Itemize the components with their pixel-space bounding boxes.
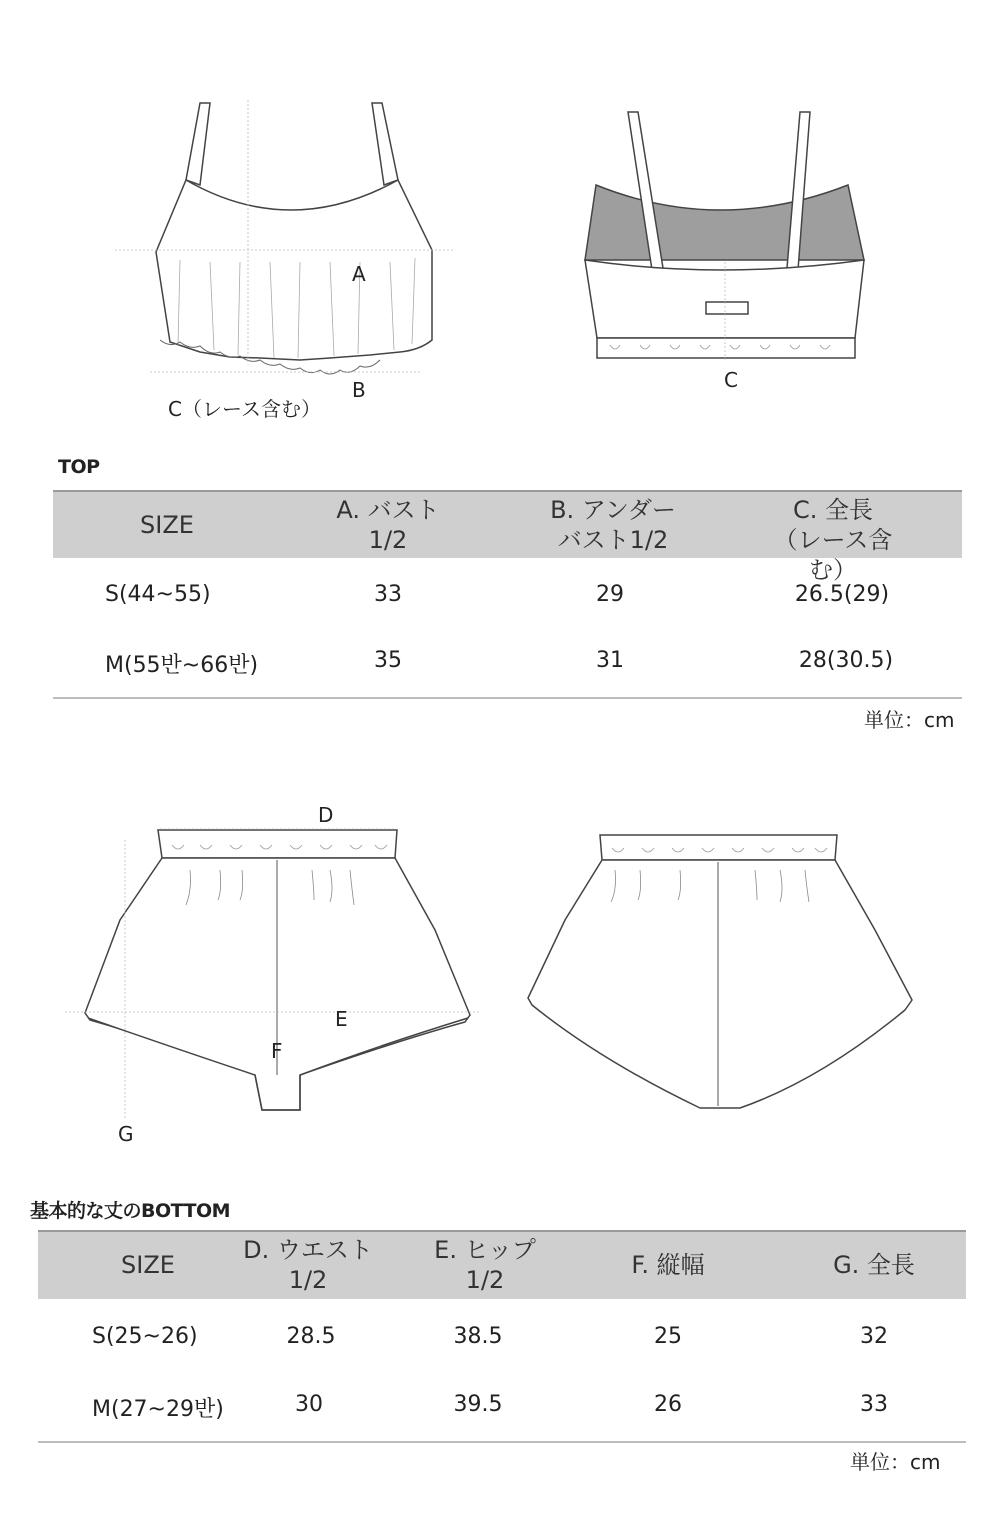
bottom-front-drawing [65,829,480,1120]
top-table-header [53,490,962,584]
top-header-bust: A. バスト 1/2 [336,496,440,554]
bottom-section-title: 基本的な丈のBOTTOM [30,1200,231,1222]
top-row-m-size: M(55반~66반) [105,653,259,678]
top-section-title: TOP [58,456,100,478]
top-row-s-size: S(44~55) [105,582,211,607]
top-row-s-length: 26.5(29) [794,582,890,607]
top-header-under-bust: B. アンダー バスト1/2 [550,496,676,554]
top-unit-note: 単位：cm [864,708,955,732]
bottom-unit-note: 単位：cm [850,1450,941,1474]
label-a: A [352,262,366,286]
label-c-front: C（レース含む） [168,397,321,421]
top-table-bottom-rule [53,697,962,699]
bottom-row-m-waist: 30 [295,1392,323,1417]
top-header-length: C. 全長 （レース含む） [773,496,893,584]
label-e: E [335,1007,348,1031]
bottom-header-length: G. 全長 [833,1251,915,1279]
top-row-m-bust: 35 [374,648,402,673]
bottom-back-drawing [528,835,912,1108]
top-row-m-under-bust: 31 [596,648,624,673]
bottom-row-m-length: 33 [860,1392,888,1417]
bottom-table-bottom-rule [38,1441,966,1443]
label-f: F [271,1039,283,1063]
bottom-header-size: SIZE [121,1251,175,1279]
top-row-s-bust: 33 [374,582,402,607]
bottom-header-waist: D. ウエスト 1/2 [243,1236,373,1294]
label-b: B [352,378,366,402]
bottom-row-m-hip: 39.5 [453,1392,503,1417]
bottom-row-m-rise: 26 [654,1392,682,1417]
bottom-row-s-size: S(25~26) [92,1324,198,1349]
top-header-size: SIZE [140,511,194,539]
label-g: G [118,1122,134,1146]
bottom-row-s-rise: 25 [654,1324,682,1349]
top-row-s-under-bust: 29 [596,582,624,607]
bottom-table-header [38,1230,966,1299]
top-row-m-length: 28(30.5) [798,648,894,673]
bottom-row-m-size: M(27~29반) [92,1397,224,1422]
label-c-back: C [724,368,738,392]
top-back-drawing [585,112,864,360]
bottom-row-s-hip: 38.5 [453,1324,503,1349]
bottom-header-hip: E. ヒップ 1/2 [434,1236,536,1294]
label-d: D [318,803,334,827]
bottom-header-rise: F. 縦幅 [631,1251,705,1279]
top-front-drawing [115,100,455,374]
bottom-row-s-waist: 28.5 [286,1324,336,1349]
bottom-row-s-length: 32 [860,1324,888,1349]
